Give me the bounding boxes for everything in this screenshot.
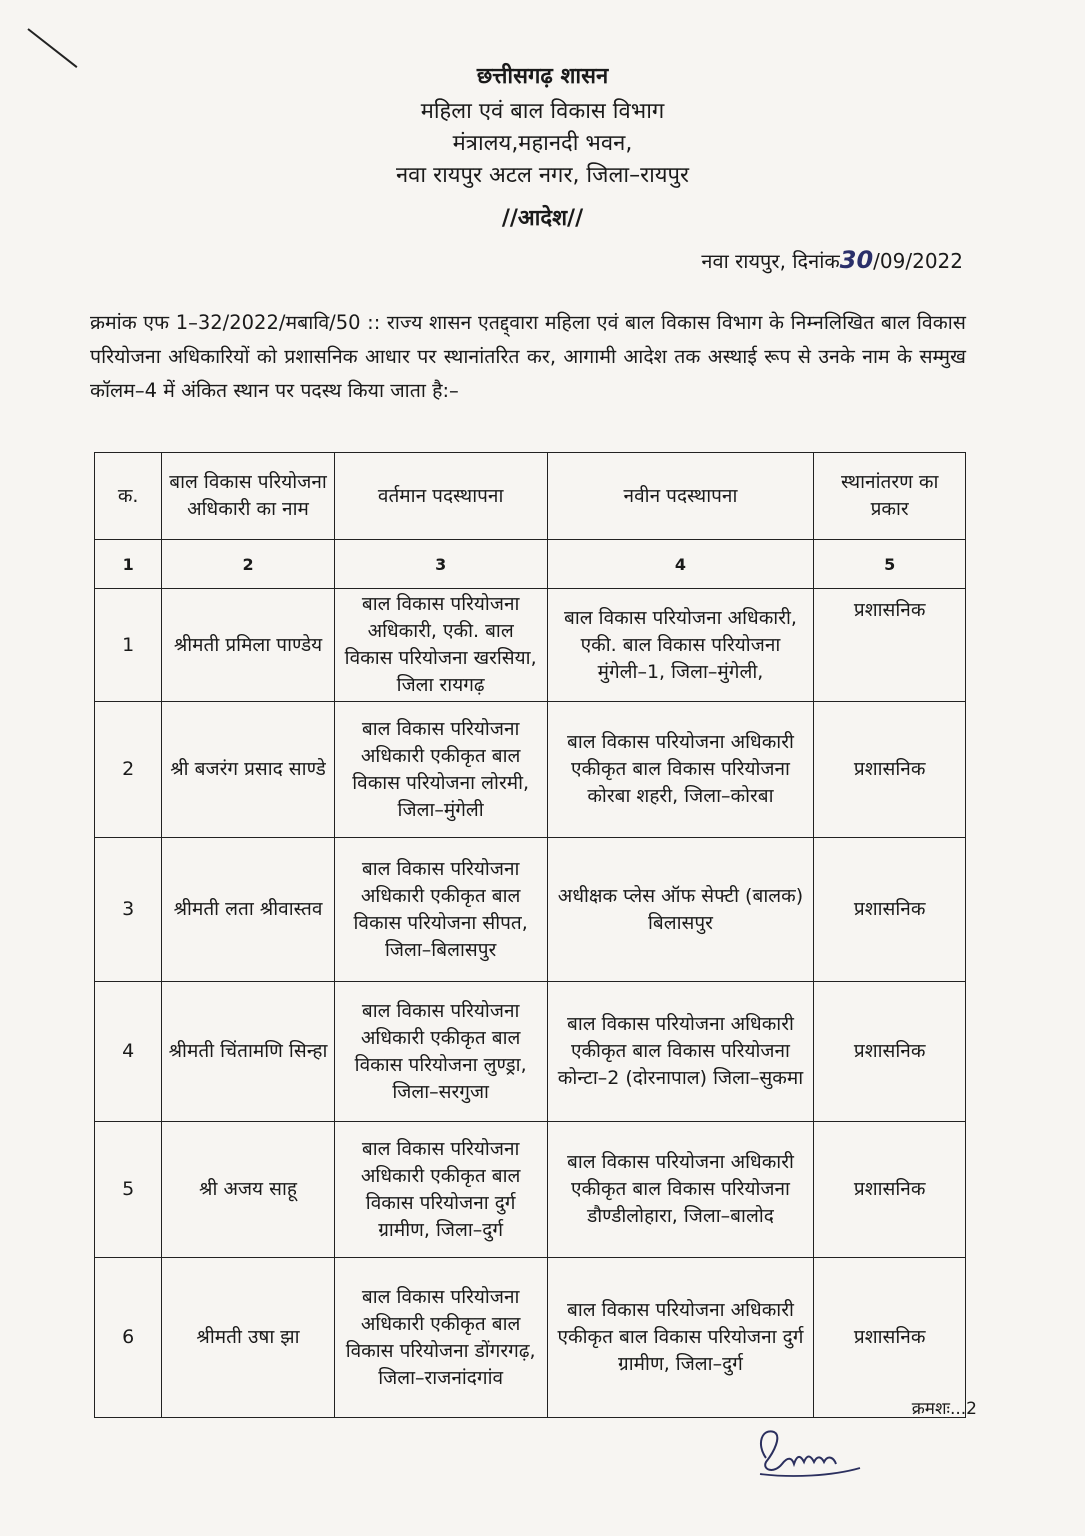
row-serial: 4 xyxy=(95,982,162,1122)
header-serial: क. xyxy=(95,453,162,540)
row-new-posting: बाल विकास परियोजना अधिकारी एकीकृत बाल विकास परियोजना कोन्टा–2 (दोरनापाल) जिला–सुकमा xyxy=(547,982,814,1122)
header-transfer-type: स्थानांतरण का प्रकार xyxy=(814,453,966,540)
row-transfer-type: प्रशासनिक xyxy=(814,589,966,702)
row-current-posting: बाल विकास परियोजना अधिकारी एकीकृत बाल विकास परियोजना सीपत, जिला–बिलासपुर xyxy=(334,838,547,982)
row-officer-name: श्रीमती उषा झा xyxy=(162,1258,334,1418)
header-current-posting: वर्तमान पदस्थापना xyxy=(334,453,547,540)
row-new-posting: अधीक्षक प्लेस ऑफ सेफ्टी (बालक) बिलासपुर xyxy=(547,838,814,982)
table-row xyxy=(95,589,966,702)
row-current-posting: बाल विकास परियोजना अधिकारी एकीकृत बाल विकास परियोजना लुण्ड्रा, जिला–सरगुजा xyxy=(334,982,547,1122)
row-serial: 5 xyxy=(95,1122,162,1258)
table-row xyxy=(95,702,966,838)
continuation-note: क्रमशः...2 xyxy=(911,1399,977,1419)
column-number: 5 xyxy=(814,540,966,589)
column-number: 1 xyxy=(95,540,162,589)
table-row xyxy=(95,982,966,1122)
order-title: //आदेश// xyxy=(501,206,584,231)
row-officer-name: श्रीमती प्रमिला पाण्डेय xyxy=(162,589,334,702)
office-address: नवा रायपुर अटल नगर, जिला–रायपुर xyxy=(395,163,690,188)
table-header-row xyxy=(95,453,966,540)
row-officer-name: श्री अजय साहू xyxy=(162,1122,334,1258)
date-rest: /09/2022 xyxy=(873,249,963,273)
row-transfer-type: प्रशासनिक xyxy=(814,982,966,1122)
row-serial: 6 xyxy=(95,1258,162,1418)
row-transfer-type: प्रशासनिक xyxy=(814,1122,966,1258)
order-body-text: क्रमांक एफ 1–32/2022/मबावि/50 :: राज्य शासन एतद्द्वारा महिला एवं बाल विकास विभाग के निम्नलिखित बाल विकास परियोजना अधिकारियों को प्रशासनिक आधार पर स्थानांतरित कर, आगामी आदेश तक अस्थाई रूप से उनके नाम के सम्मुख कॉलम–4 में अंकित स्थान पर पदस्थ किया जाता है:– xyxy=(90,311,966,402)
row-serial: 2 xyxy=(95,702,162,838)
date-prefix: नवा रायपुर, दिनांक xyxy=(701,249,840,273)
signature-scribble xyxy=(752,1418,862,1482)
row-transfer-type: प्रशासनिक xyxy=(814,1258,966,1418)
row-transfer-type: प्रशासनिक xyxy=(814,838,966,982)
row-serial: 3 xyxy=(95,838,162,982)
transfer-table xyxy=(94,452,966,1418)
header-new-posting: नवीन पदस्थापना xyxy=(547,453,814,540)
row-current-posting: बाल विकास परियोजना अधिकारी एकीकृत बाल विकास परियोजना दुर्ग ग्रामीण, जिला–दुर्ग xyxy=(334,1122,547,1258)
department-name: महिला एवं बाल विकास विभाग xyxy=(420,99,665,124)
row-current-posting: बाल विकास परियोजना अधिकारी, एकी. बाल विकास परियोजना खरसिया, जिला रायगढ़ xyxy=(334,589,547,702)
row-officer-name: श्री बजरंग प्रसाद साण्डे xyxy=(162,702,334,838)
table-row xyxy=(95,1122,966,1258)
column-number: 4 xyxy=(547,540,814,589)
header-officer-name: बाल विकास परियोजना अधिकारी का नाम xyxy=(162,453,334,540)
table-row xyxy=(95,1258,966,1418)
column-number: 2 xyxy=(162,540,334,589)
row-officer-name: श्रीमती चिंतामणि सिन्हा xyxy=(162,982,334,1122)
row-new-posting: बाल विकास परियोजना अधिकारी, एकी. बाल विकास परियोजना मुंगेली–1, जिला–मुंगेली, xyxy=(547,589,814,702)
government-title: छत्तीसगढ़ शासन xyxy=(476,64,609,89)
row-serial: 1 xyxy=(95,589,162,702)
office-building: मंत्रालय,महानदी भवन, xyxy=(452,131,633,156)
row-new-posting: बाल विकास परियोजना अधिकारी एकीकृत बाल विकास परियोजना कोरबा शहरी, जिला–कोरबा xyxy=(547,702,814,838)
row-new-posting: बाल विकास परियोजना अधिकारी एकीकृत बाल विकास परियोजना डौण्डीलोहारा, जिला–बालोद xyxy=(547,1122,814,1258)
row-current-posting: बाल विकास परियोजना अधिकारी एकीकृत बाल विकास परियोजना डोंगरगढ़, जिला–राजनांदगांव xyxy=(334,1258,547,1418)
table-row xyxy=(95,838,966,982)
column-number-row xyxy=(95,540,966,589)
row-new-posting: बाल विकास परियोजना अधिकारी एकीकृत बाल विकास परियोजना दुर्ग ग्रामीण, जिला–दुर्ग xyxy=(547,1258,814,1418)
date-day-handwritten: 30 xyxy=(839,246,874,274)
column-number: 3 xyxy=(334,540,547,589)
row-officer-name: श्रीमती लता श्रीवास्तव xyxy=(162,838,334,982)
row-current-posting: बाल विकास परियोजना अधिकारी एकीकृत बाल विकास परियोजना लोरमी, जिला–मुंगेली xyxy=(334,702,547,838)
row-transfer-type: प्रशासनिक xyxy=(814,702,966,838)
order-date xyxy=(701,246,963,274)
